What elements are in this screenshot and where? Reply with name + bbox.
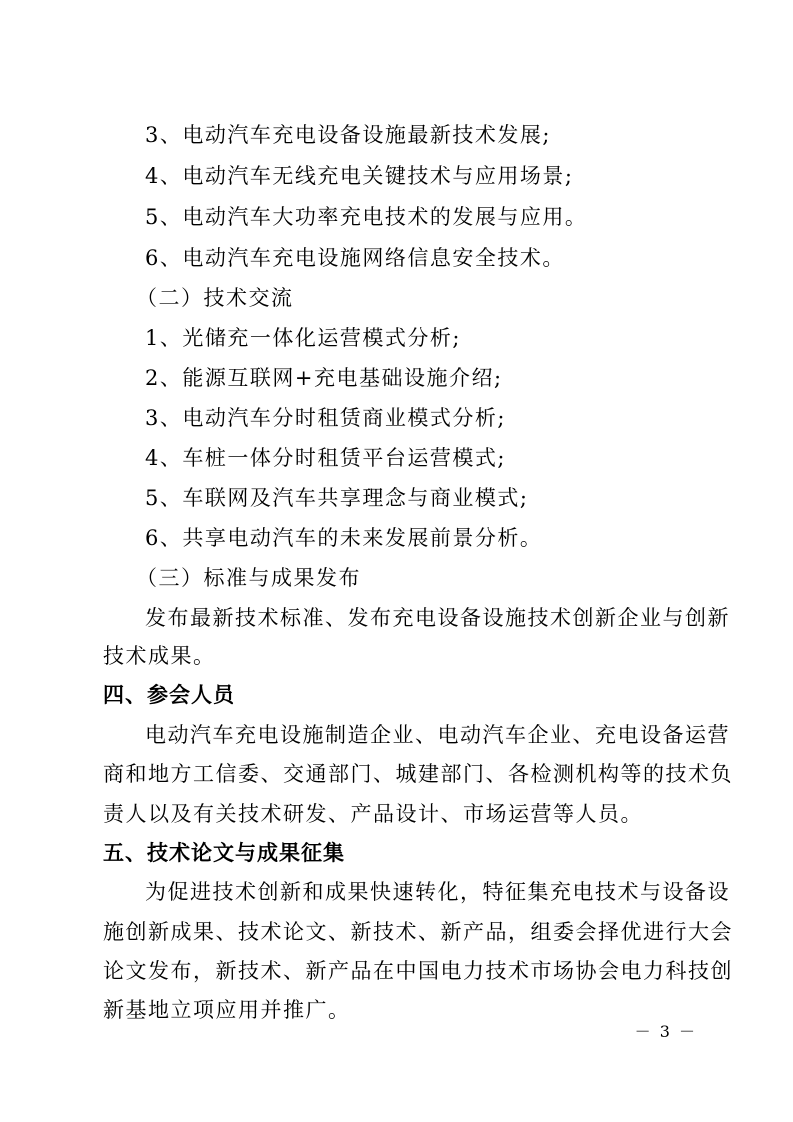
section-heading: 五、技术论文与成果征集: [103, 841, 345, 865]
section-heading: 四、参会人员: [103, 683, 235, 707]
paragraph-line: 技术成果。: [103, 644, 216, 668]
list-item: 4、电动汽车无线充电关键技术与应用场景;: [145, 164, 574, 188]
list-item: 2、能源互联网+充电基础设施介绍;: [145, 366, 503, 390]
paragraph-line: 为促进技术创新和成果快速转化，特征集充电技术与设备设: [145, 880, 730, 904]
subsection-title: （三）标准与成果发布: [136, 566, 361, 590]
paragraph-line: 责人以及有关技术研发、产品设计、市场运营等人员。: [103, 802, 643, 826]
subsection-title: （二）技术交流: [136, 286, 294, 310]
list-item: 3、电动汽车分时租赁商业模式分析;: [145, 406, 506, 430]
list-item: 3、电动汽车充电设备设施最新技术发展;: [145, 123, 551, 147]
paragraph-line: 施创新成果、技术论文、新技术、新产品，组委会择优进行大会: [103, 920, 733, 944]
list-item: 4、车桩一体分时租赁平台运营模式;: [145, 446, 506, 470]
paragraph-line: 商和地方工信委、交通部门、城建部门、各检测机构等的技术负: [103, 762, 733, 786]
paragraph-line: 论文发布，新技术、新产品在中国电力技术市场协会电力科技创: [103, 959, 733, 983]
list-item: 5、电动汽车大功率充电技术的发展与应用。: [145, 205, 588, 229]
list-item: 6、电动汽车充电设施网络信息安全技术。: [145, 246, 565, 270]
list-item: 1、光储充一体化运营模式分析;: [145, 326, 461, 350]
list-item: 6、共享电动汽车的未来发展前景分析。: [145, 526, 543, 550]
paragraph-line: 新基地立项应用并推广。: [103, 998, 351, 1022]
list-item: 5、车联网及汽车共享理念与商业模式;: [145, 486, 529, 510]
paragraph-line: 发布最新技术标准、发布充电设备设施技术创新企业与创新: [145, 606, 730, 630]
paragraph-line: 电动汽车充电设施制造企业、电动汽车企业、充电设备运营: [145, 723, 730, 747]
page-number: － 3 －: [634, 1022, 697, 1041]
